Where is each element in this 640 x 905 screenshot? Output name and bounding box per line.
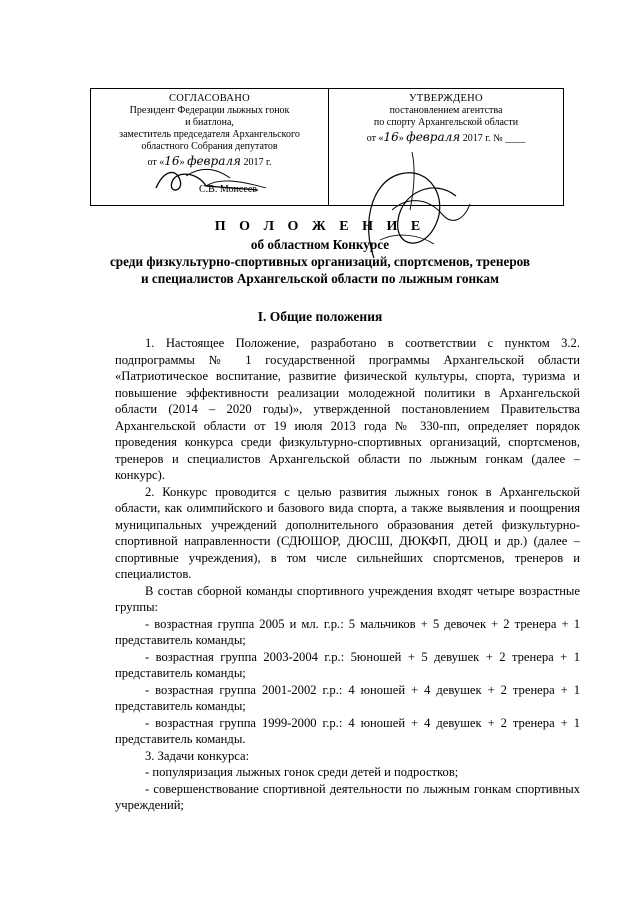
list-item: - возрастная группа 2003-2004 г.р.: 5юношей + 5 девушек + 2 тренера + 1 представитель команды; [115,649,580,680]
agreed-block [91,89,329,205]
approved-heading: УТВЕРЖДЕНО [409,93,483,104]
agreed-line: заместитель председателя Архангельского [119,129,300,140]
title-line: и специалистов Архангельской области по лыжным гонкам [140,271,500,286]
paragraph: 3. Задачи конкурса: [145,748,250,763]
agreed-line: областного Собрания депутатов [141,141,278,152]
list-item: - возрастная группа 2005 и мл. г.р.: 5 мальчиков + 5 девочек + 2 тренера + 1 представитель команды; [115,616,580,647]
paragraph: В состав сборной команды спортивного учреждения входят четыре возрастные группы: [115,583,580,614]
agreed-line: и биатлона, [185,117,234,128]
signer-name: С.В. Моисеев [199,184,257,195]
handwritten-month: февраля [406,130,461,144]
handwritten-day: 16 [164,154,180,168]
approved-block [329,89,563,205]
approved-date: от «16» февраля 2017 г. № ____ [366,130,526,144]
document-body [115,335,580,814]
title-line: среди физкультурно-спортивных организаций, спортсменов, тренеров [109,254,531,269]
list-item: - возрастная группа 1999-2000 г.р.: 4 юношей + 4 девушек + 2 тренера + 1 представитель команды. [115,715,580,746]
paragraph: 1. Настоящее Положение, разработано в соответствии с пунктом 3.2. подпрограммы № 1 государственной программы Архангельской области «Патриотическое воспитание, развитие физической культуры, спорта, туризма и повышение эффективности реализации молодежной политики в Архангельской области (2014 – 2020 годы)», утвержденной постановлением Правительства Архангельской области от 19 июля 2013 года № 330-пп, определяет порядок проведения конкурса среди физкультурно-спортивных организаций, спортсменов, тренеров и специалистов Архангельской области по лыжным гонкам (далее – конкурс). [115,336,580,482]
document-title [60,218,580,287]
title-heading: П О Л О Ж Е Н И Е [214,219,426,234]
approved-line: по спорту Архангельской области [373,117,519,128]
handwritten-month: февраля [187,154,241,168]
list-item: - возрастная группа 2001-2002 г.р.: 4 юношей + 4 девушек + 2 тренера + 1 представитель команды; [115,682,580,713]
title-subheading: об областном Конкурсе [250,237,390,252]
list-item: - популяризация лыжных гонок среди детей и подростков; [145,765,459,779]
agreed-heading: СОГЛАСОВАНО [168,93,251,104]
section-heading: I. Общие положения [257,309,383,324]
paragraph: 2. Конкурс проводится с целью развития лыжных гонок в Архангельской области, как олимпийского и базового вида спорта, а также выявления и поощрения муниципальных учреждений дополнительного образования детей физкультурно-спортивной направленности (СДЮШОР, ДЮСШ, ДЮКФП, ДЮЦ и др.) (далее – спортивные учреждения), в том числе сильнейших спортсменов, тренеров и специалистов. [115,484,580,581]
list-item: - совершенствование спортивной деятельности по лыжным гонкам спортивных учреждений; [115,781,580,812]
approved-line: постановлением агентства [389,105,503,116]
agreed-line: Президент Федерации лыжных гонок [129,105,290,116]
approval-table [90,88,564,206]
handwritten-day: 16 [383,130,399,144]
agreed-date: от «16» февраля 2017 г. [147,154,272,168]
